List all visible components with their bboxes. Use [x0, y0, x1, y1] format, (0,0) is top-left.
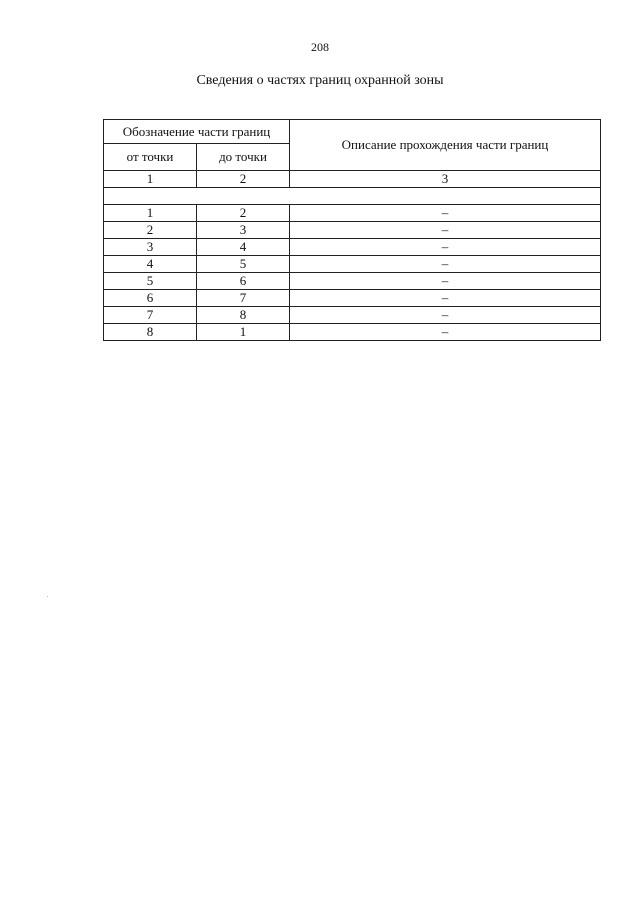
table-row: [104, 256, 601, 273]
cell-description: –: [290, 205, 601, 222]
cell-from: 1: [104, 205, 197, 222]
cell-to: 6: [197, 273, 290, 290]
cell-description: –: [290, 222, 601, 239]
column-number-3: 3: [290, 171, 601, 188]
cell-description: –: [290, 290, 601, 307]
cell-from: 8: [104, 324, 197, 341]
cell-from: 6: [104, 290, 197, 307]
column-number-row: [104, 171, 601, 188]
header-to-point: до точки: [197, 144, 290, 171]
cell-description: –: [290, 307, 601, 324]
cell-to: 8: [197, 307, 290, 324]
table-row: [104, 324, 601, 341]
table-row: [104, 307, 601, 324]
cell-to: 5: [197, 256, 290, 273]
cell-from: 4: [104, 256, 197, 273]
cell-description: –: [290, 273, 601, 290]
cell-to: 1: [197, 324, 290, 341]
cell-to: 7: [197, 290, 290, 307]
table-row: [104, 290, 601, 307]
column-number-1: 1: [104, 171, 197, 188]
page-number: 208: [311, 40, 329, 54]
table-row: [104, 239, 601, 256]
table-row: [104, 222, 601, 239]
cell-from: 3: [104, 239, 197, 256]
boundary-parts-table: [103, 119, 601, 341]
header-from-point: от точки: [104, 144, 197, 171]
cell-description: –: [290, 324, 601, 341]
cell-to: 2: [197, 205, 290, 222]
cell-from: 5: [104, 273, 197, 290]
table-row: [104, 205, 601, 222]
scan-speck: [47, 596, 48, 597]
cell-description: –: [290, 256, 601, 273]
cell-from: 2: [104, 222, 197, 239]
column-number-2: 2: [197, 171, 290, 188]
cell-to: 3: [197, 222, 290, 239]
table-header-row: [104, 120, 601, 144]
cell-description: –: [290, 239, 601, 256]
header-boundary-description: Описание прохождения части границ: [290, 120, 601, 171]
empty-cell: [104, 188, 601, 205]
cell-to: 4: [197, 239, 290, 256]
table-empty-row: [104, 188, 601, 205]
cell-from: 7: [104, 307, 197, 324]
table-row: [104, 273, 601, 290]
header-boundary-designation: Обозначение части границ: [104, 120, 290, 144]
document-title: Сведения о частях границ охранной зоны: [196, 73, 444, 88]
